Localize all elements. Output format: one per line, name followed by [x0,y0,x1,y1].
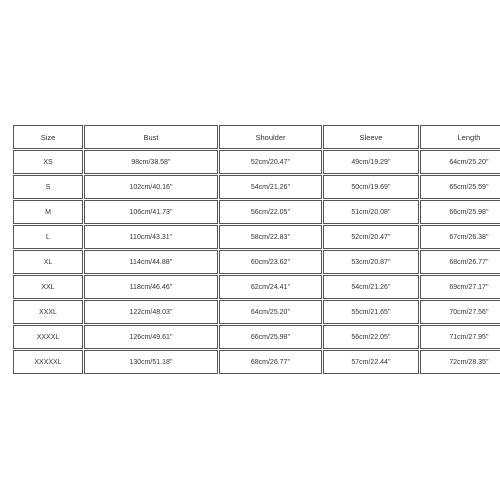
table-row [13,225,500,249]
bust-cell: 110cm/43.31'' [84,225,218,249]
header-sleeve: Sleeve [323,125,419,149]
size-cell: XXXL [13,300,83,324]
length-cell: 65cm/25.59'' [420,175,500,199]
header-length: Length [420,125,500,149]
bust-cell: 102cm/40.16'' [84,175,218,199]
bust-cell: 106cm/41.73'' [84,200,218,224]
table-row [13,200,500,224]
shoulder-cell: 64cm/25.20'' [219,300,322,324]
bust-cell: 98cm/38.58'' [84,150,218,174]
sleeve-cell: 54cm/21.26'' [323,275,419,299]
bust-cell: 126cm/49.61'' [84,325,218,349]
shoulder-cell: 62cm/24.41'' [219,275,322,299]
length-cell: 69cm/27.17'' [420,275,500,299]
length-cell: 66cm/25.98'' [420,200,500,224]
sleeve-cell: 52cm/20.47'' [323,225,419,249]
size-cell: XXL [13,275,83,299]
length-cell: 64cm/25.20'' [420,150,500,174]
table-row [13,325,500,349]
shoulder-cell: 56cm/22.05'' [219,200,322,224]
table-row [13,250,500,274]
size-cell: XXXXL [13,325,83,349]
header-size: Size [13,125,83,149]
shoulder-cell: 58cm/22.83'' [219,225,322,249]
size-cell: XXXXXL [13,350,83,374]
bust-cell: 114cm/44.88'' [84,250,218,274]
header-bust: Bust [84,125,218,149]
length-cell: 67cm/26.38'' [420,225,500,249]
shoulder-cell: 68cm/26.77'' [219,350,322,374]
sleeve-cell: 49cm/19.29'' [323,150,419,174]
length-cell: 70cm/27.56'' [420,300,500,324]
table-row [13,175,500,199]
size-cell: XL [13,250,83,274]
shoulder-cell: 66cm/25.98'' [219,325,322,349]
size-cell: L [13,225,83,249]
bust-cell: 122cm/48.03'' [84,300,218,324]
size-chart-table [12,124,500,375]
sleeve-cell: 56cm/22.05'' [323,325,419,349]
shoulder-cell: 54cm/21.26'' [219,175,322,199]
size-cell: XS [13,150,83,174]
size-cell: M [13,200,83,224]
sleeve-cell: 50cm/19.69'' [323,175,419,199]
table-row [13,300,500,324]
sleeve-cell: 55cm/21.65'' [323,300,419,324]
table-row [13,150,500,174]
length-cell: 71cm/27.95'' [420,325,500,349]
sleeve-cell: 51cm/20.08'' [323,200,419,224]
length-cell: 68cm/26.77'' [420,250,500,274]
shoulder-cell: 60cm/23.62'' [219,250,322,274]
header-shoulder: Shoulder [219,125,322,149]
table-row [13,350,500,374]
bust-cell: 118cm/46.46'' [84,275,218,299]
length-cell: 72cm/28.35'' [420,350,500,374]
bust-cell: 130cm/51.18'' [84,350,218,374]
sleeve-cell: 53cm/20.87'' [323,250,419,274]
table-row [13,275,500,299]
sleeve-cell: 57cm/22.44'' [323,350,419,374]
size-cell: S [13,175,83,199]
shoulder-cell: 52cm/20.47'' [219,150,322,174]
header-row [13,125,500,149]
